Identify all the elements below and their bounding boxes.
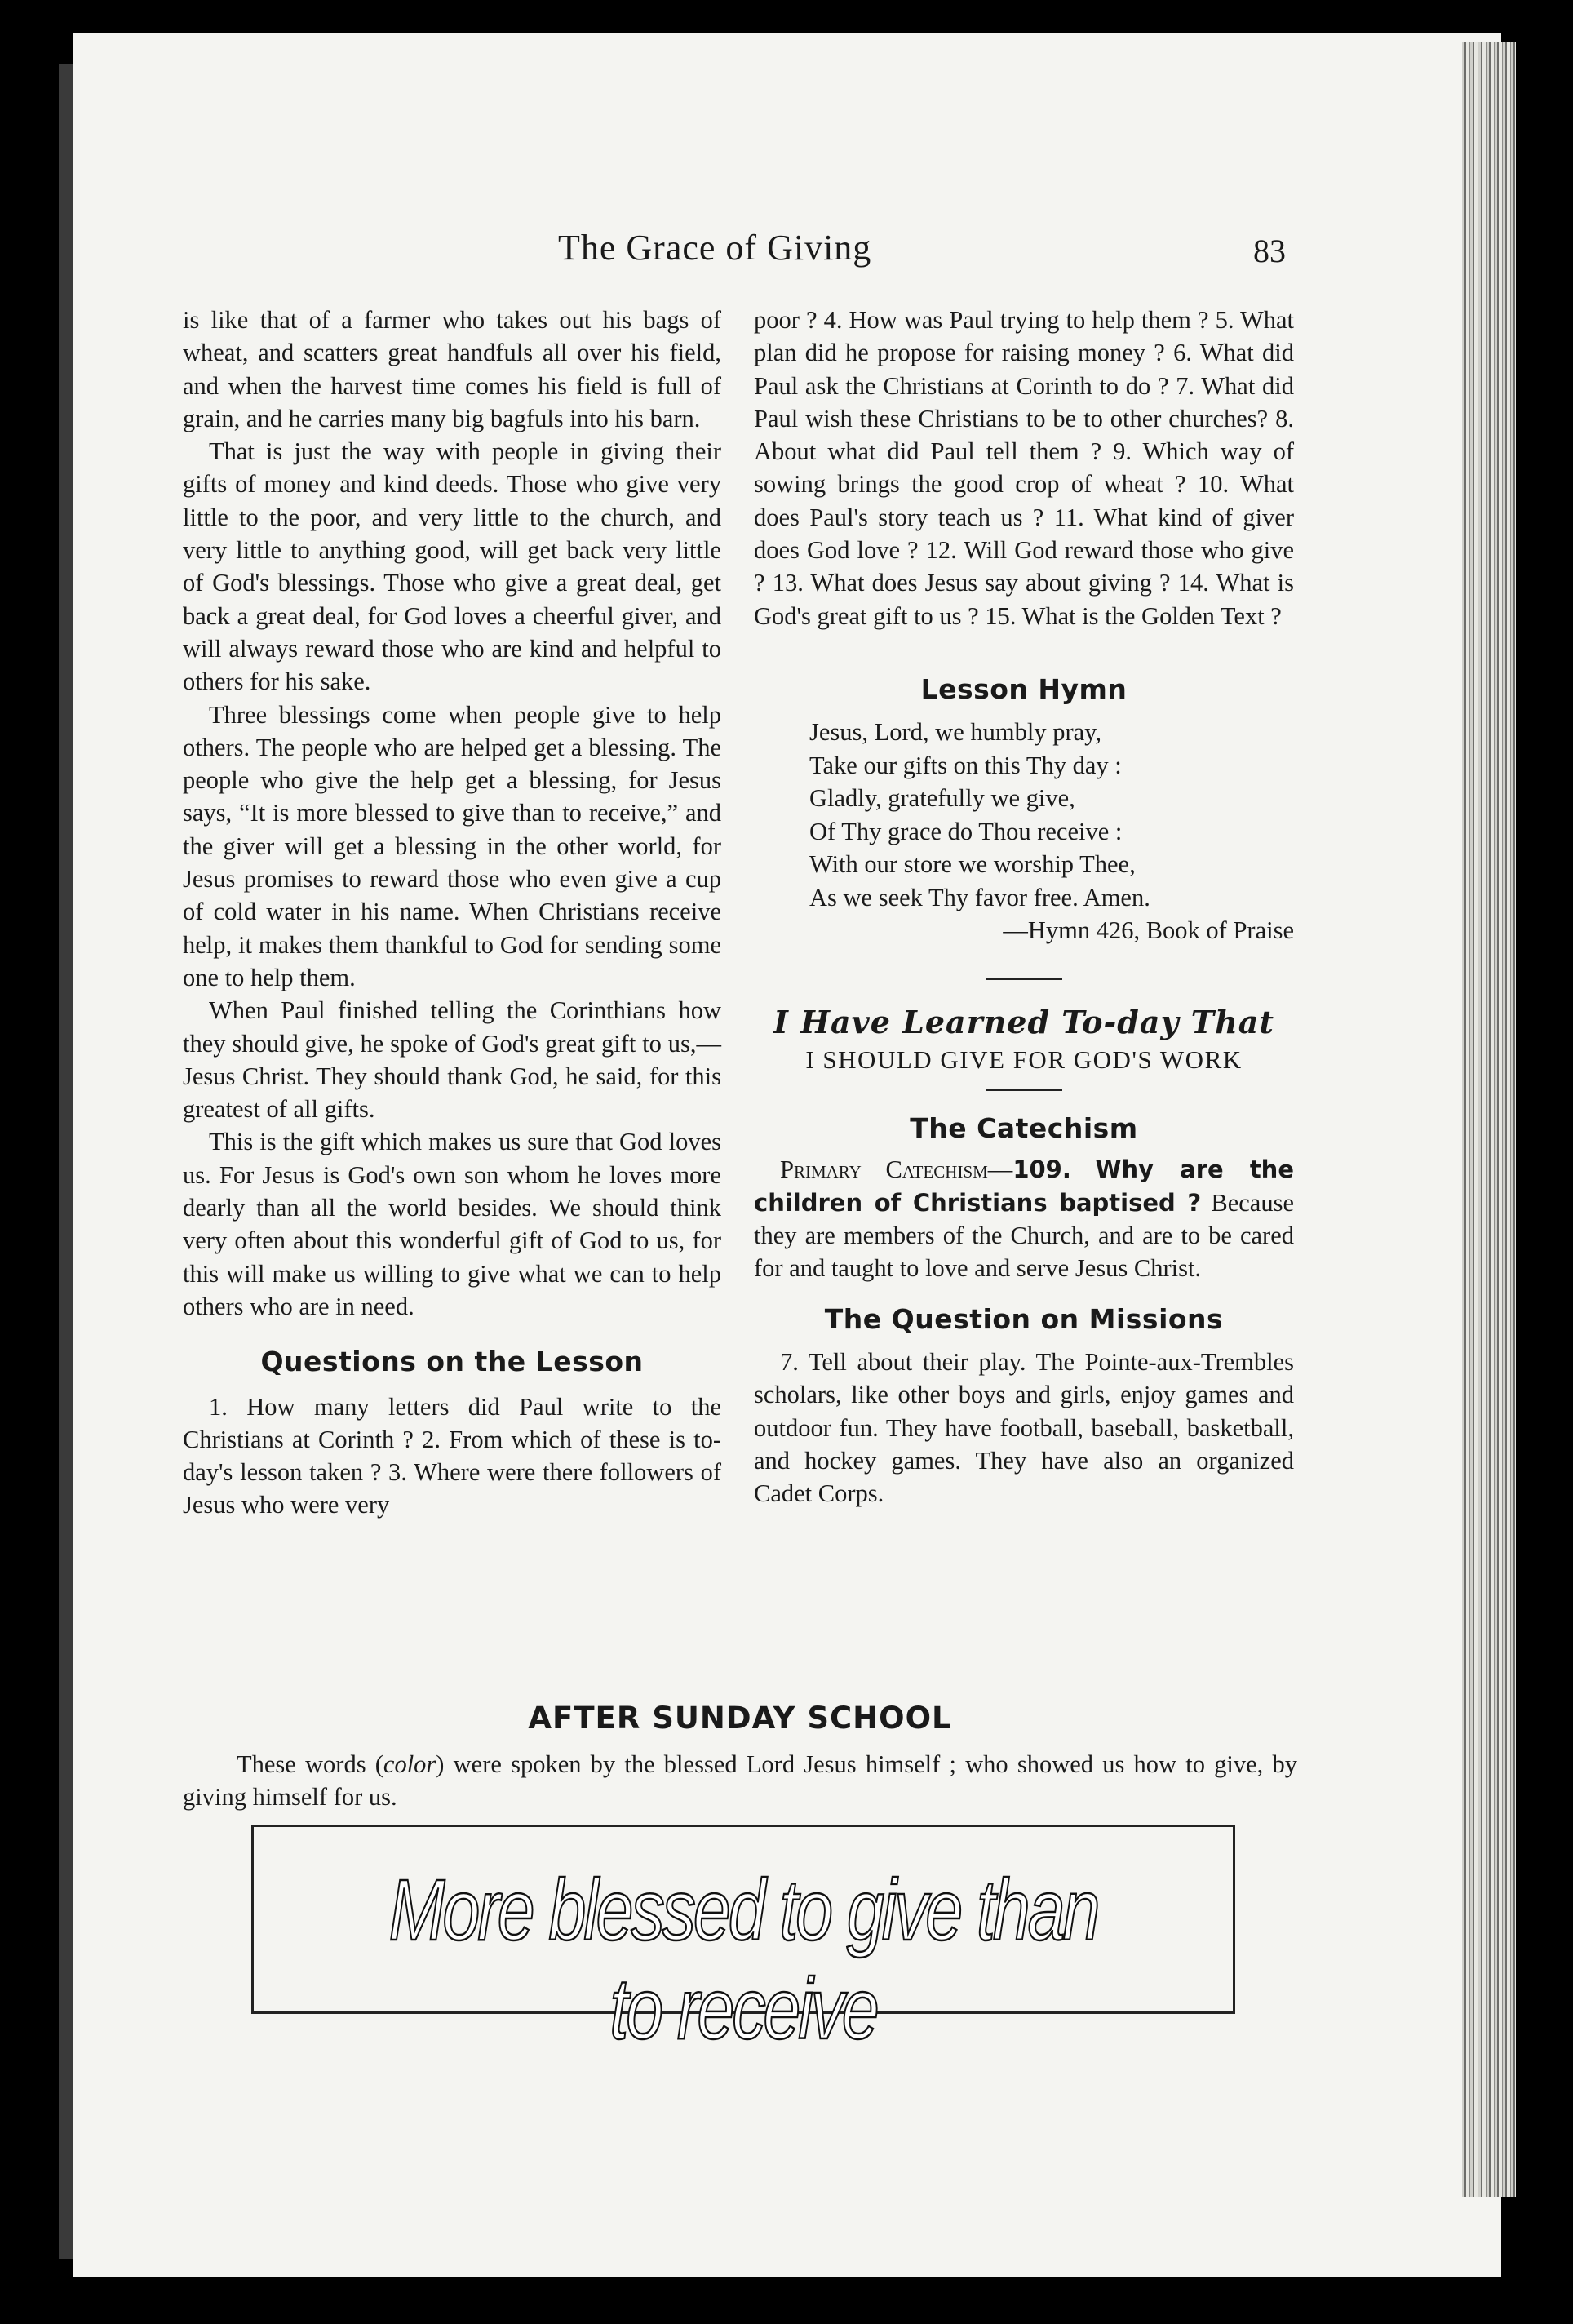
- missions-heading: The Question on Missions: [824, 1302, 1224, 1335]
- paragraph: is like that of a farmer who takes out his bags of wheat, and scatters great handfuls all over his field, and when the harvest time comes his field is full of grain, and he carries many big bagfuls into his barn.: [183, 306, 721, 432]
- running-title: The Grace of Giving: [558, 228, 872, 268]
- hymn-line: As we seek Thy favor free. Amen.: [809, 883, 1150, 911]
- after-text-part: These words (: [237, 1750, 383, 1778]
- after-text-part: ) were spoken by the blessed Lord Jesus himself ; who showed us how to give, by giving himself for us.: [183, 1750, 1297, 1812]
- motto-text: More blessed to give than to receive: [388, 1862, 1098, 2057]
- paragraph: Three blessings come when people give to help others. The people who are helped get a blessing. The people who give the help get a blessing, for Jesus says, “It is more blessed to give than to receive,” and the giver will get a blessing in the other world, for Jesus promises to reward those who even give a cup of cold water in his name. When Christians receive help, it makes them thankful to God for sending some one to help them.: [183, 700, 721, 991]
- paragraph: That is just the way with people in giving their gifts of money and kind deeds. Those who give very little to the poor, and very little to the church, and very little to anything good, will get back very little of God's blessings. Those who give a great deal, get back a great deal, for God loves a cheerful giver, and will always reward those who are kind and helpful to others for his sake.: [183, 437, 721, 696]
- motto-box: [251, 1825, 1235, 2057]
- page-number: 83: [1253, 233, 1286, 269]
- hymn-line: Take our gifts on this Thy day :: [809, 751, 1122, 779]
- catechism-question: Why are the children of Christians baptised ?: [754, 1155, 1294, 1217]
- paragraph: This is the gift which makes us sure that God loves us. For Jesus is God's own son whom he loves more dearly than all the world besides. We should think very often about this wonderful gift of God to us, for this will make us willing to give what we can to help others who are in need.: [183, 1128, 721, 1320]
- learned-text: I SHOULD GIVE FOR GOD'S WORK: [805, 1044, 1243, 1074]
- catechism-heading: The Catechism: [910, 1112, 1138, 1145]
- after-text-italic: color: [383, 1750, 436, 1778]
- hymn-line: With our store we worship Thee,: [809, 850, 1136, 879]
- after-school-text: [183, 1748, 1297, 1814]
- catechism-label: Primary Catechism—: [780, 1155, 1013, 1184]
- right-column: [754, 304, 1294, 1510]
- catechism-answer: Because they are members of the Church, and are to be cared for and taught to love and serve Jesus Christ.: [754, 1188, 1294, 1283]
- hymn-line: Gladly, gratefully we give,: [809, 784, 1075, 813]
- hymn-credit: —Hymn 426, Book of Praise: [1003, 916, 1294, 945]
- divider: [986, 978, 1062, 980]
- hymn-line: Of Thy grace do Thou receive :: [809, 817, 1123, 845]
- paragraph: When Paul finished telling the Corinthians how they should give, he spoke of God's great gift to us,—Jesus Christ. They should thank God, he said, for this greatest of all gifts.: [183, 996, 721, 1124]
- questions-continued: poor ? 4. How was Paul trying to help them ? 5. What plan did he propose for raising money ? 6. What did Paul ask the Christians at Corinth to do ? 7. What did Paul wish these Christians to be to other churches? 8. About what did Paul tell them ? 9. Which way of sowing brings the good crop of wheat ? 10. What does Paul's story teach us ? 11. What kind of giver does God love ? 12. Will God reward those who give ? 13. What does Jesus say about giving ? 14. What is God's great gift to us ? 15. What is the Golden Text ?: [754, 306, 1294, 630]
- learned-heading: I Have Learned To-day That: [773, 1003, 1274, 1040]
- page-edge: [1462, 42, 1516, 2197]
- catechism-text: [754, 1153, 1294, 1284]
- missions-text: 7. Tell about their play. The Pointe-aux-Trembles scholars, like other boys and girls, enjoy games and outdoor fun. They have football, baseball, basketball, and hockey games. They have also an organized Cadet Corps.: [754, 1347, 1294, 1508]
- divider: [986, 1089, 1062, 1091]
- after-school-heading: AFTER SUNDAY SCHOOL: [528, 1701, 952, 1736]
- questions-heading: Questions on the Lesson: [260, 1346, 644, 1378]
- running-header: [558, 227, 1292, 276]
- hymn-heading: Lesson Hymn: [920, 672, 1128, 705]
- hymn-verse: [809, 716, 1294, 914]
- questions-text: 1. How many letters did Paul write to the Christians at Corinth ? 2. From which of these is to-day's lesson taken ? 3. Where were there followers of Jesus who were very: [183, 1392, 721, 1519]
- hymn-line: Jesus, Lord, we humbly pray,: [809, 718, 1102, 747]
- catechism-number: 109.: [1012, 1155, 1071, 1184]
- left-column: [183, 304, 721, 1522]
